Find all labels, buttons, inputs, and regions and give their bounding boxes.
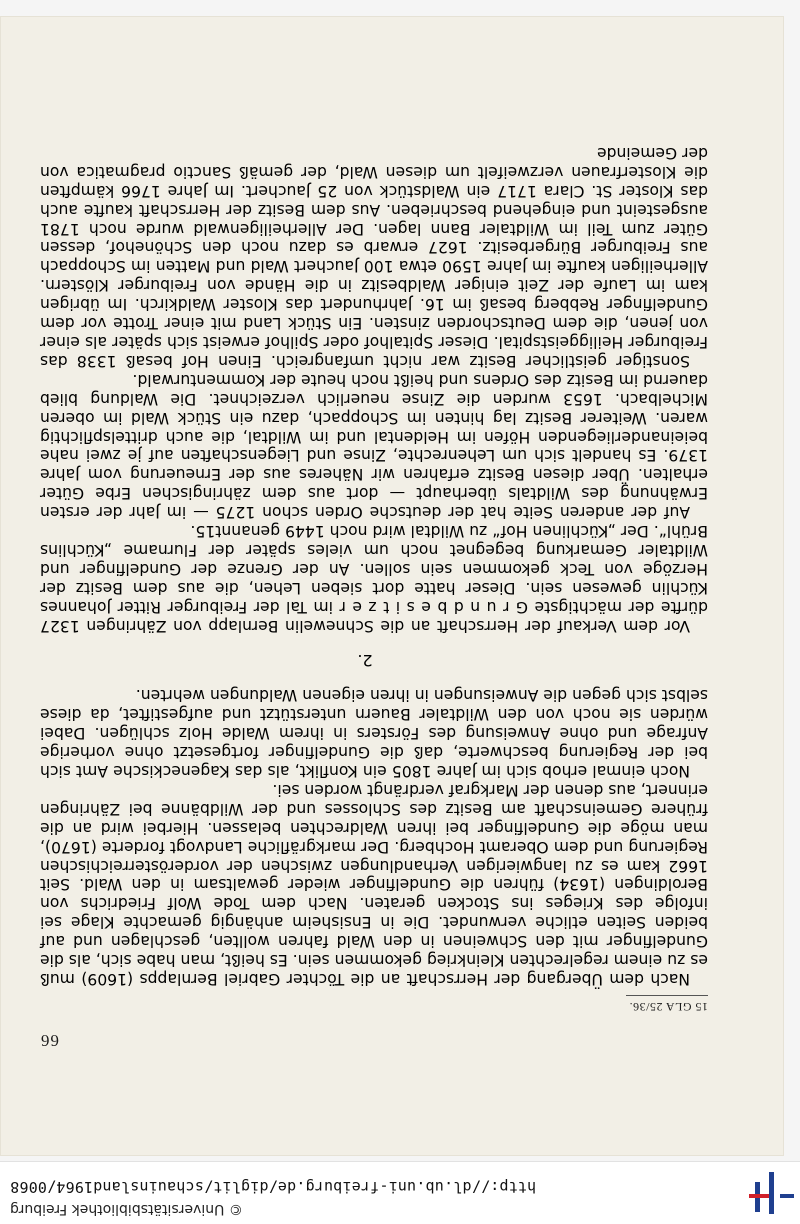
paragraph: Vor dem Verkauf der Herrschaft an die Schnewelin Bernlapp von Zähringen 1327 dürfte der mächtigste G r u n d b e s i t z e r im Tal der Freiburger Ritter Johannes Küchlin gewesen sein. Dieser hatte dort sieben Lehen, die aus dem Besitz der Herzöge von Teck gekommen sein sollen. An der Grenze der Gundelfinger und Wildtaler Gemarkung begegnet noch um vieles später der Flurname „Küchlins Brühl“. Der „Küchlinen Hof“ zu Wildtal wird noch 1449 genannt15. xyxy=(40,522,708,635)
credit-text: © Universitätsbibliothek Freiburg xyxy=(10,1201,243,1217)
viewer-header xyxy=(0,1161,800,1224)
scanned-page xyxy=(0,16,784,1156)
paragraph: Noch einmal erhob sich im Jahre 1805 ein Konflikt, als das Kageneckische Amt sich bei der Regierung beschwerte, daß die Gundelfinger fortgesetzt ohne vorherige Anfrage und ohne Anweisung des Försters in ihrem Walde Holz schlügen. Dabei würden sie noch von den Wildtaler Bauern unterstützt und aufgestiftet, da diese selbst sich gegen die Anweisungen in ihren eigenen Waldungen wehrten. xyxy=(40,686,708,781)
page-number: 66 xyxy=(40,1031,59,1050)
footnote: 15 GLA 25/36. xyxy=(629,1000,708,1014)
ub-freiburg-logo-icon xyxy=(742,1168,798,1218)
permalink-url[interactable]: http://dl.ub.uni-freiburg.de/diglit/schauinsland1964/0068 xyxy=(10,1178,537,1196)
section-heading: 2. xyxy=(357,651,373,671)
paragraph: Auf der anderen Seite hat der deutsche Orden schon 1275 — im Jahr der ersten Erwähnung des Wildtals überhaupt — dort aus dem zähringischen Erbe Güter erhalten. Über diesen Besitz erfahren wir Näheres aus der Erneuerung vom Jahre 1379. Es handelt sich um Lehenrechte, Zinse und Liegenschaften auf je zwei nahe beieinanderliegenden Höfen im Heldental und im Wildtal, die auch drittelspflichtig waren. Weiterer Besitz lag hinten im Schoppach, dazu ein Stück Wald im oberen Michelbach. 1653 wurden die Zinse neuerlich verzeichnet. Die Waldung blieb dauernd im Besitz des Ordens und heißt noch heute der Kommenturwald. xyxy=(40,370,708,522)
copyright-credit xyxy=(10,1201,243,1220)
paragraph: Nach dem Übergang der Herrschaft an die Töchter Gabriel Bernlapps (1609) muß es zu einem regelrechten Kleinkrieg gekommen sein. Es heißt, man habe sich, als die Gundelfinger mit den Schweinen in den Wald fahren wollten, geschlagen und auf beiden Seiten etliche verwundet. Die in Ensisheim anhängig gemachte Klage sei infolge des Krieges ins Stocken geraten. Nach dem Tode Wolf Friedrichs von Beroldingen (1634) führen die Gundelfinger wieder gewaltsam in den Wald. Seit 1662 kam es zu langwierigen Verhandlungen zwischen der vorderösterreichischen Regierung und dem Oberamt Hochberg. Der markgräfliche Landvogt forderte (1670), man möge die Gundelfinger bei ihren Waldrechten belassen. Hierbei wird an die frühere Gemeinschaft am Besitz des Schlosses und der Wildbänne bei Zähringen erinnert, aus denen der Markgraf verdrängt worden sei. xyxy=(40,780,708,988)
paragraph: Sonstiger geistlicher Besitz war nicht umfangreich. Einen Hof besaß 1338 das Freiburger Heiliggeistspital. Dieser Spitalhof oder Spilhof erweist sich später als einer von jenen, die dem Deutschorden zinsten. Ein Stück Land mit einer Trotte vor dem Gundelfinger Rebberg besaß im 16. Jahrhundert das Kloster Waldkirch. Im übrigen kam im Laufe der Zeit einiger Waldbesitz in die Hände von Freiburger Klöstern. Allerheiligen kaufte im Jahre 1590 etwa 100 Jauchert Wald und Matten im Schoppach aus Freiburger Bürgerbesitz. 1627 erwarb es dazu noch den Schönehof, dessen Güter zum Teil im Wildtaler Bann lagen. Der Allerheiligenwald wurde noch 1781 ausgesteint und eingehend beschrieben. Aus dem Besitz der Herrschaft kaufte auch das Kloster St. Clara 1717 ein Waldstück von 25 Jauchert. Im Jahre 1766 kämpften die Klosterfrauen verzweifelt um diesen Wald, der gemäß Sanctio pragmatica von der Gemeinde xyxy=(40,143,708,370)
footnote-divider xyxy=(626,995,708,996)
permalink[interactable] xyxy=(10,1178,536,1197)
